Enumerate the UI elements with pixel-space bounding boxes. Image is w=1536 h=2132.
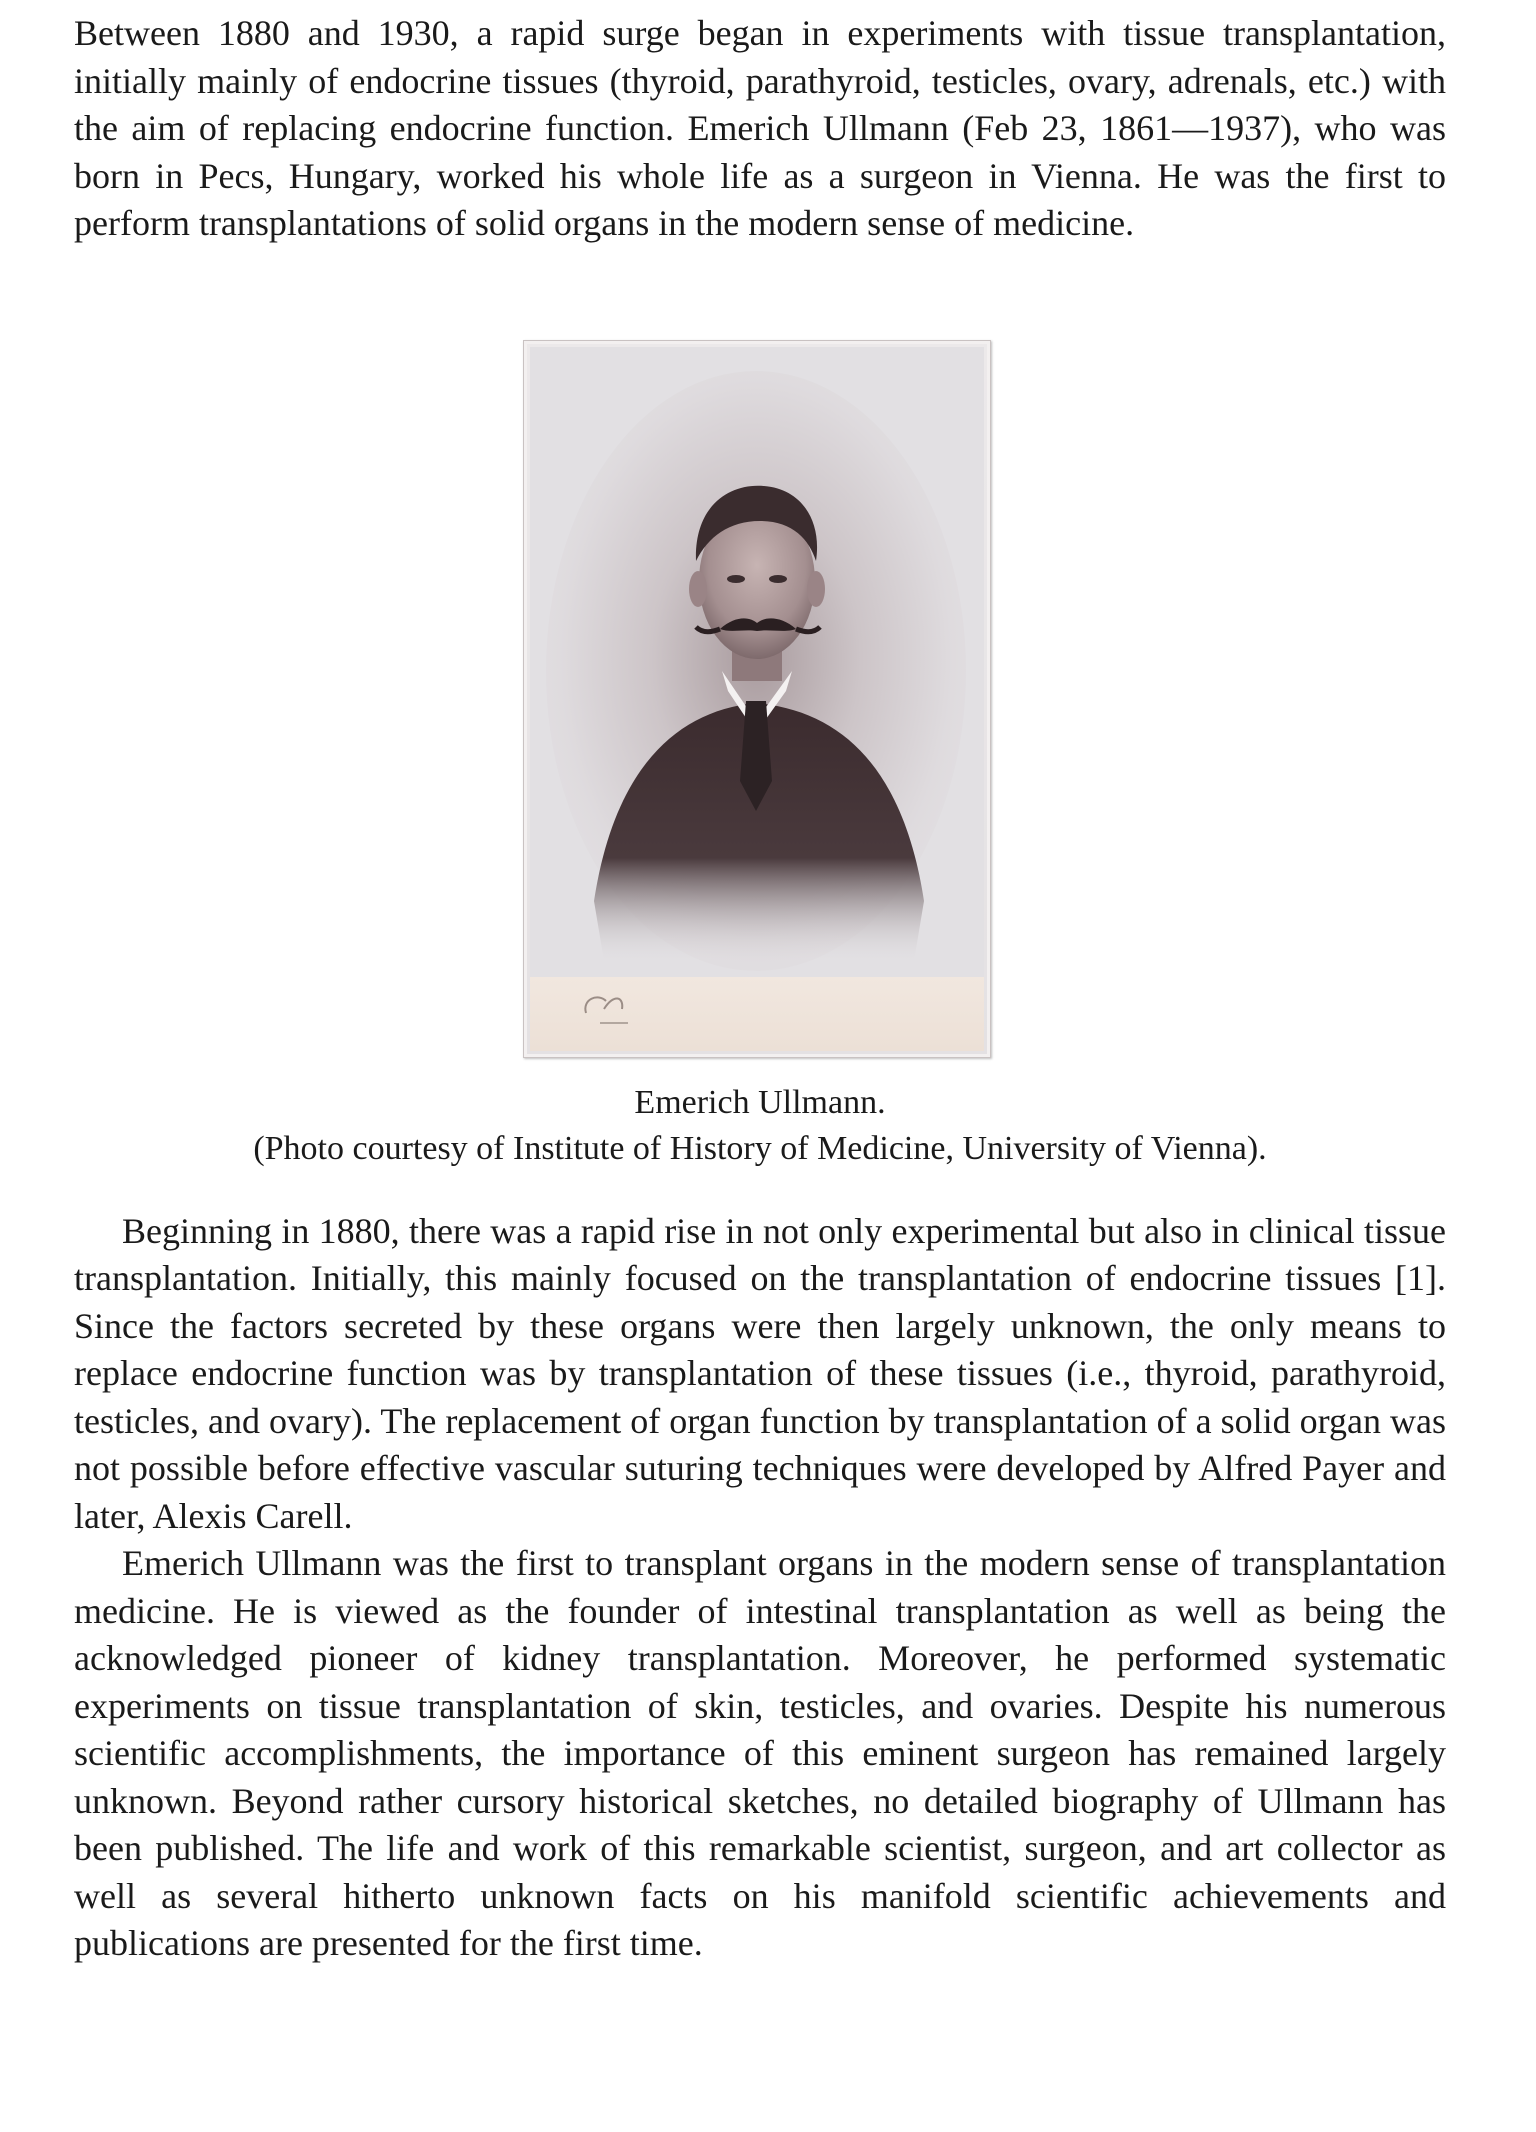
- figure-caption: [74, 1080, 1446, 1172]
- portrait-photo: [523, 340, 991, 1058]
- caption-title: Emerich Ullmann.: [634, 1083, 886, 1121]
- caption-credit: (Photo courtesy of Institute of History of Medicine, University of Vienna).: [253, 1129, 1267, 1167]
- body-text: [74, 1208, 1446, 1968]
- intro-paragraph: Between 1880 and 1930, a rapid surge began in experiments with tissue transplantation, initially mainly of endocrine tissues (thyroid, parathyroid, testicles, ovary, adrenals, etc.) with the aim of replacing endocrine function. Emerich Ullmann (Feb 23, 1861—1937), who was born in Pecs, Hungary, worked his whole life as a surgeon in Vienna. He was the first to perform transplantations of solid organs in the modern sense of medicine.: [74, 13, 1446, 243]
- body-paragraph-1: Beginning in 1880, there was a rapid rise in not only experimental but also in clinical tissue transplantation. Initially, this mainly focused on the transplantation of endocrine tissues [1]. Since the factors secreted by these organs were then largely unknown, the only means to replace endocrine function was by transplantation of these tissues (i.e., thyroid, parathyroid, testicles, and ovary). The replacement of organ function by transplantation of a solid organ was not possible before effective vascular suturing techniques were developed by Alfred Payer and later, Alexis Carell.: [74, 1210, 1446, 1536]
- document-page: [74, 10, 1446, 1968]
- portrait-illustration: [524, 341, 990, 1057]
- figure: [74, 340, 1446, 1060]
- body-paragraph-2: Emerich Ullmann was the first to transplant organs in the modern sense of transplantation medicine. He is viewed as the founder of intestinal transplantation as well as being the acknowledged pioneer of kidney transplantation. Moreover, he performed systematic experiments on tissue transplantation of skin, testicles, and ovaries. Despite his numerous scientific accomplishments, the importance of this eminent surgeon has remained largely unknown. Beyond rather cursory historical sketches, no detailed biography of Ullmann has been published. The life and work of this remarkable scientist, surgeon, and art collector as well as several hitherto unknown facts on his manifold scientific achievements and publications are presented for the first time.: [74, 1543, 1446, 1963]
